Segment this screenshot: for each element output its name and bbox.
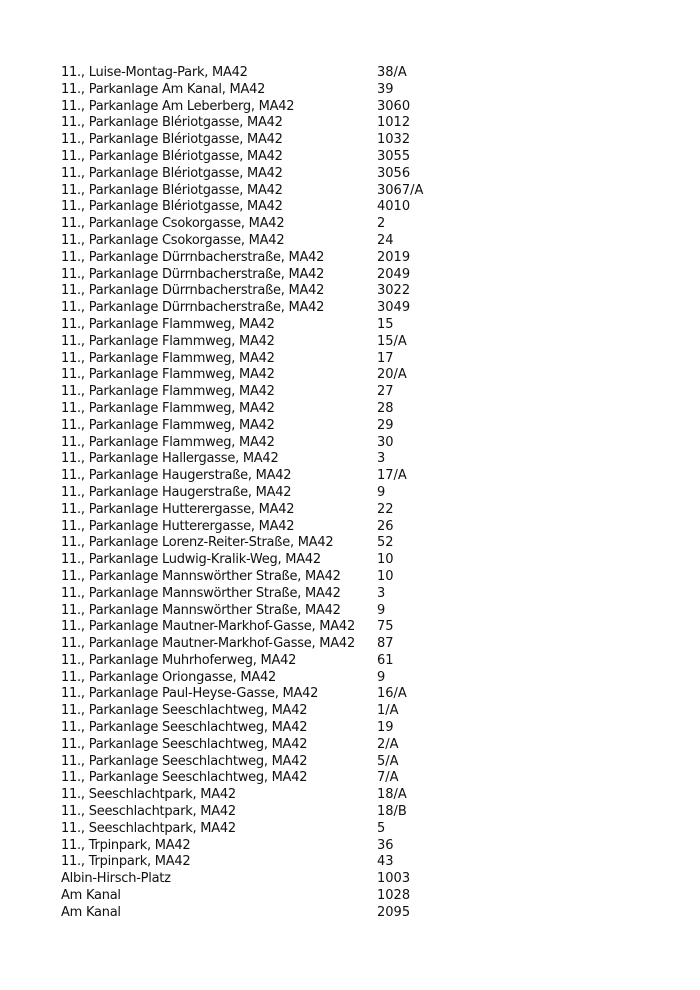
- list-item: [61, 720, 661, 737]
- location-number: 75: [377, 619, 394, 635]
- list-item: [61, 586, 661, 603]
- location-name: 11., Parkanlage Flammweg, MA42: [61, 333, 275, 349]
- location-number: 15: [377, 316, 394, 332]
- list-item: [61, 871, 661, 888]
- list-item: [61, 770, 661, 787]
- location-number: 29: [377, 417, 394, 433]
- list-item: [61, 854, 661, 871]
- location-number: 5: [377, 820, 386, 836]
- location-name: 11., Parkanlage Flammweg, MA42: [61, 350, 275, 366]
- list-item: [61, 552, 661, 569]
- list-item: [61, 199, 661, 216]
- location-number: 20/A: [377, 367, 407, 383]
- location-number: 38/A: [377, 65, 407, 80]
- location-name: 11., Trpinpark, MA42: [61, 837, 191, 853]
- list-item: [61, 468, 661, 485]
- location-name: 11., Parkanlage Seeschlachtweg, MA42: [61, 770, 308, 786]
- list-item: [61, 603, 661, 620]
- location-number: 3: [377, 585, 386, 601]
- list-item: [61, 351, 661, 368]
- location-number: 5/A: [377, 753, 399, 769]
- location-name: 11., Parkanlage Seeschlachtweg, MA42: [61, 703, 308, 719]
- list-item: [61, 485, 661, 502]
- location-name: 11., Parkanlage Mannswörther Straße, MA42: [61, 585, 341, 601]
- location-number: 3056: [377, 165, 411, 181]
- location-number: 9: [377, 669, 386, 685]
- location-name: 11., Parkanlage Blériotgasse, MA42: [61, 132, 283, 148]
- list-item: [61, 132, 661, 149]
- location-number: 7/A: [377, 770, 399, 786]
- list-item: [61, 804, 661, 821]
- location-number: 1012: [377, 115, 411, 131]
- list-item: [61, 183, 661, 200]
- location-number: 36: [377, 837, 394, 853]
- location-name: 11., Parkanlage Seeschlachtweg, MA42: [61, 753, 308, 769]
- location-number: 3049: [377, 300, 411, 316]
- location-number: 4010: [377, 199, 411, 215]
- location-name: Albin-Hirsch-Platz: [61, 871, 171, 887]
- location-number: 10: [377, 552, 394, 568]
- list-item: [61, 686, 661, 703]
- location-name: 11., Seeschlachtpark, MA42: [61, 804, 236, 820]
- list-item: [61, 99, 661, 116]
- location-number: 1028: [377, 888, 411, 904]
- location-number: 2095: [377, 904, 411, 920]
- list-item: [61, 502, 661, 519]
- location-number: 10: [377, 568, 394, 584]
- location-name: 11., Parkanlage Flammweg, MA42: [61, 417, 275, 433]
- location-name: 11., Parkanlage Blériotgasse, MA42: [61, 165, 283, 181]
- location-name: 11., Parkanlage Mautner-Markhof-Gasse, MA42: [61, 619, 355, 635]
- location-name: 11., Parkanlage Blériotgasse, MA42: [61, 148, 283, 164]
- list-item: [61, 653, 661, 670]
- location-number: 2019: [377, 249, 411, 265]
- location-name: 11., Parkanlage Oriongasse, MA42: [61, 669, 277, 685]
- list-item: [61, 888, 661, 905]
- location-number: 2049: [377, 266, 411, 282]
- location-number: 18/A: [377, 787, 407, 803]
- list-item: [61, 569, 661, 586]
- location-number: 28: [377, 400, 394, 416]
- list-item: [61, 703, 661, 720]
- list-item: [61, 435, 661, 452]
- location-number: 9: [377, 484, 386, 500]
- location-number: 2: [377, 216, 386, 232]
- location-number: 9: [377, 602, 386, 618]
- location-name: 11., Parkanlage Seeschlachtweg, MA42: [61, 736, 308, 752]
- location-name: 11., Parkanlage Lorenz-Reiter-Straße, MA42: [61, 535, 334, 551]
- location-name: 11., Luise-Montag-Park, MA42: [61, 65, 248, 80]
- location-number: 43: [377, 854, 394, 870]
- location-number: 30: [377, 434, 394, 450]
- location-number: 3: [377, 451, 386, 467]
- location-name: 11., Parkanlage Dürrnbacherstraße, MA42: [61, 283, 325, 299]
- location-name: 11., Parkanlage Haugerstraße, MA42: [61, 468, 292, 484]
- location-number: 2/A: [377, 736, 399, 752]
- location-number: 39: [377, 81, 394, 97]
- location-number: 16/A: [377, 686, 407, 702]
- location-name: 11., Trpinpark, MA42: [61, 854, 191, 870]
- location-number: 18/B: [377, 804, 407, 820]
- location-number: 1/A: [377, 703, 399, 719]
- location-number: 24: [377, 232, 394, 248]
- location-name: 11., Parkanlage Ludwig-Kralik-Weg, MA42: [61, 552, 321, 568]
- list-item: [61, 367, 661, 384]
- list-item: [61, 166, 661, 183]
- location-name: 11., Parkanlage Am Leberberg, MA42: [61, 98, 295, 114]
- location-name: Am Kanal: [61, 904, 121, 920]
- list-item: [61, 283, 661, 300]
- list-item: [61, 519, 661, 536]
- location-name: 11., Parkanlage Blériotgasse, MA42: [61, 199, 283, 215]
- location-name: 11., Parkanlage Seeschlachtweg, MA42: [61, 720, 308, 736]
- location-name: 11., Parkanlage Flammweg, MA42: [61, 384, 275, 400]
- location-name: 11., Parkanlage Muhrhoferweg, MA42: [61, 652, 297, 668]
- location-name: 11., Parkanlage Blériotgasse, MA42: [61, 115, 283, 131]
- location-name: 11., Parkanlage Mannswörther Straße, MA42: [61, 568, 341, 584]
- list-item: [61, 334, 661, 351]
- list-item: [61, 115, 661, 132]
- location-number: 1032: [377, 132, 411, 148]
- location-number: 27: [377, 384, 394, 400]
- list-item: [61, 619, 661, 636]
- location-name: 11., Parkanlage Blériotgasse, MA42: [61, 182, 283, 198]
- location-name: 11., Parkanlage Flammweg, MA42: [61, 400, 275, 416]
- list-item: [61, 216, 661, 233]
- location-name: 11., Parkanlage Dürrnbacherstraße, MA42: [61, 300, 325, 316]
- location-number: 17: [377, 350, 394, 366]
- location-number: 3055: [377, 148, 411, 164]
- location-name: 11., Seeschlachtpark, MA42: [61, 820, 236, 836]
- list-item: [61, 317, 661, 334]
- list-item: [61, 300, 661, 317]
- location-number: 26: [377, 518, 394, 534]
- location-name: 11., Parkanlage Mautner-Markhof-Gasse, MA42: [61, 636, 355, 652]
- list-item: [61, 149, 661, 166]
- location-number: 1003: [377, 871, 411, 887]
- location-name: 11., Parkanlage Dürrnbacherstraße, MA42: [61, 249, 325, 265]
- location-name: 11., Parkanlage Dürrnbacherstraße, MA42: [61, 266, 325, 282]
- list-item: [61, 233, 661, 250]
- location-number: 3060: [377, 98, 411, 114]
- location-name: 11., Parkanlage Hutterergasse, MA42: [61, 518, 295, 534]
- list-item: [61, 384, 661, 401]
- location-number: 52: [377, 535, 394, 551]
- location-number: 87: [377, 636, 394, 652]
- list-item: [61, 821, 661, 838]
- list-item: [61, 838, 661, 855]
- location-number: 15/A: [377, 333, 407, 349]
- address-list: [61, 65, 661, 922]
- location-name: 11., Parkanlage Csokorgasse, MA42: [61, 216, 285, 232]
- location-name: 11., Parkanlage Mannswörther Straße, MA42: [61, 602, 341, 618]
- location-name: 11., Parkanlage Paul-Heyse-Gasse, MA42: [61, 686, 319, 702]
- location-name: 11., Parkanlage Flammweg, MA42: [61, 434, 275, 450]
- location-name: 11., Parkanlage Flammweg, MA42: [61, 316, 275, 332]
- location-number: 61: [377, 652, 394, 668]
- list-item: [61, 754, 661, 771]
- list-item: [61, 418, 661, 435]
- location-number: 3022: [377, 283, 411, 299]
- list-item: [61, 737, 661, 754]
- list-item: [61, 401, 661, 418]
- location-number: 22: [377, 501, 394, 517]
- location-name: Am Kanal: [61, 888, 121, 904]
- location-name: 11., Parkanlage Haugerstraße, MA42: [61, 484, 292, 500]
- list-item: [61, 905, 661, 922]
- list-item: [61, 787, 661, 804]
- location-name: 11., Parkanlage Am Kanal, MA42: [61, 81, 266, 97]
- list-item: [61, 250, 661, 267]
- list-item: [61, 636, 661, 653]
- location-number: 17/A: [377, 468, 407, 484]
- list-item: [61, 65, 661, 82]
- location-name: 11., Seeschlachtpark, MA42: [61, 787, 236, 803]
- location-name: 11., Parkanlage Flammweg, MA42: [61, 367, 275, 383]
- list-item: [61, 267, 661, 284]
- list-item: [61, 451, 661, 468]
- list-item: [61, 82, 661, 99]
- list-item: [61, 535, 661, 552]
- location-name: 11., Parkanlage Hutterergasse, MA42: [61, 501, 295, 517]
- location-name: 11., Parkanlage Csokorgasse, MA42: [61, 232, 285, 248]
- list-item: [61, 670, 661, 687]
- location-number: 3067/A: [377, 182, 424, 198]
- location-number: 19: [377, 720, 394, 736]
- location-name: 11., Parkanlage Hallergasse, MA42: [61, 451, 279, 467]
